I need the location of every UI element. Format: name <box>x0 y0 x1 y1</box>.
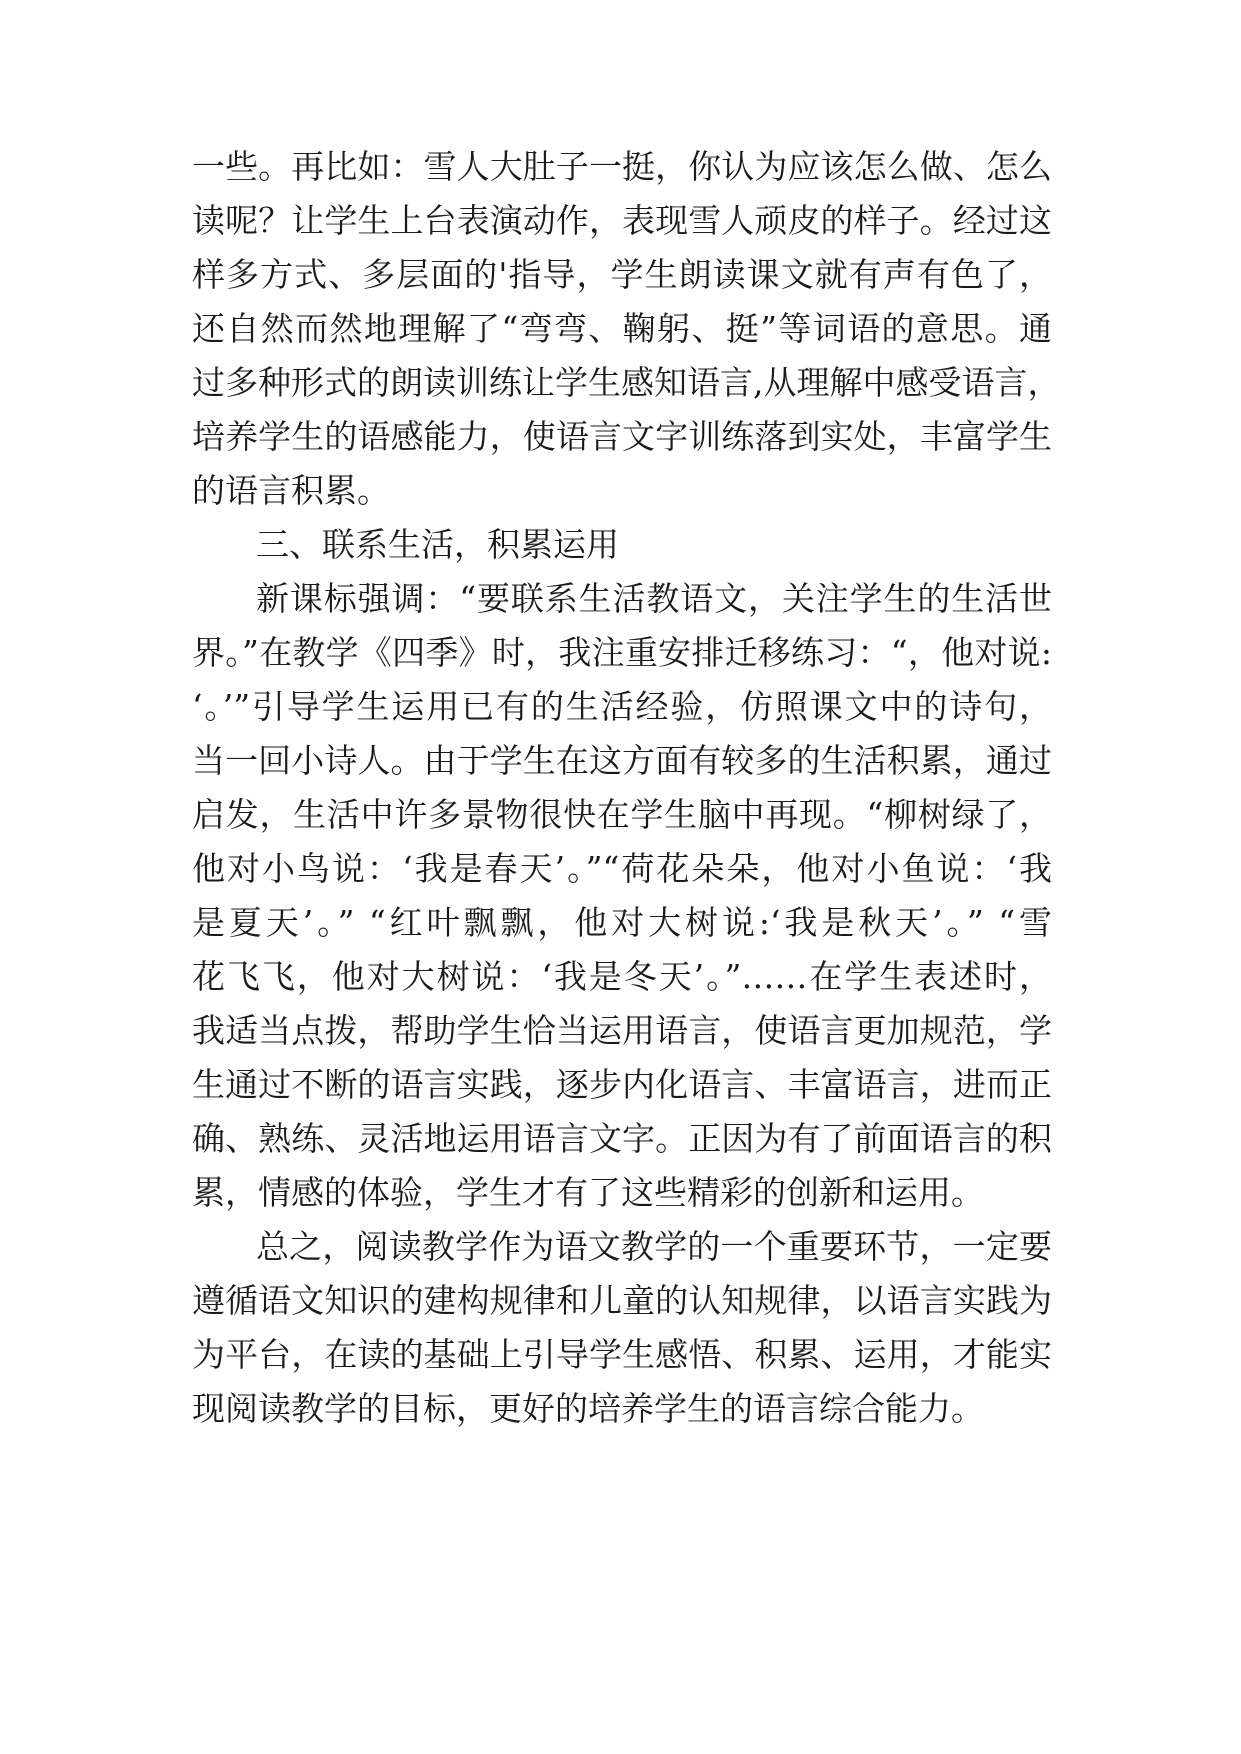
text-line: 一些。再比如：雪人大肚子一挺，你认为应该怎么做、怎么 <box>192 147 1052 186</box>
text-line: 新课标强调：“要联系生活教语文，关注学生的生活世 <box>256 579 1052 618</box>
text-line: 确、熟练、灵活地运用语言文字。正因为有了前面语言的积 <box>192 1119 1052 1158</box>
text-line: 现阅读教学的目标，更好的培养学生的语言综合能力。 <box>192 1389 984 1428</box>
text-line: 样多方式、多层面的'指导，学生朗读课文就有声有色了， <box>192 255 1052 294</box>
text-line: 的语言积累。 <box>192 471 390 510</box>
text-line: 过多种形式的朗读训练让学生感知语言,从理解中感受语言， <box>192 363 1061 402</box>
text-line: 他对小鸟说：‘我是春天’。”“荷花朵朵，他对小鱼说：‘我 <box>192 849 1052 888</box>
text-line: ‘。’”引导学生运用已有的生活经验，仿照课文中的诗句， <box>192 687 1052 726</box>
text-line: 生通过不断的语言实践，逐步内化语言、丰富语言，进而正 <box>192 1065 1052 1104</box>
text-line: 当一回小诗人。由于学生在这方面有较多的生活积累，通过 <box>192 741 1052 780</box>
text-line: 读呢？让学生上台表演动作，表现雪人顽皮的样子。经过这 <box>192 201 1052 240</box>
text-line: 是夏天’。” “红叶飘飘，他对大树说:‘我是秋天’。” “雪 <box>192 903 1052 942</box>
text-line: 界。”在教学《四季》时，我注重安排迁移练习：“，他对说: <box>192 633 1052 672</box>
text-line: 为平台，在读的基础上引导学生感悟、积累、运用，才能实 <box>192 1335 1052 1374</box>
text-line: 总之，阅读教学作为语文教学的一个重要环节，一定要 <box>256 1227 1052 1266</box>
text-line: 培养学生的语感能力，使语言文字训练落到实处，丰富学生 <box>192 417 1052 456</box>
text-line: 启发，生活中许多景物很快在学生脑中再现。“柳树绿了， <box>192 795 1052 834</box>
text-line: 我适当点拨，帮助学生恰当运用语言，使语言更加规范，学 <box>192 1011 1052 1050</box>
text-line: 累，情感的体验，学生才有了这些精彩的创新和运用。 <box>192 1173 984 1212</box>
text-line: 还自然而然地理解了“弯弯、鞠躬、挺”等词语的意思。通 <box>192 309 1052 348</box>
text-line: 遵循语文知识的建构规律和儿童的认知规律，以语言实践为 <box>192 1281 1052 1320</box>
section-heading: 三、联系生活，积累运用 <box>256 525 619 564</box>
text-line: 花飞飞，他对大树说：‘我是冬天’。”……在学生表述时， <box>192 957 1052 996</box>
